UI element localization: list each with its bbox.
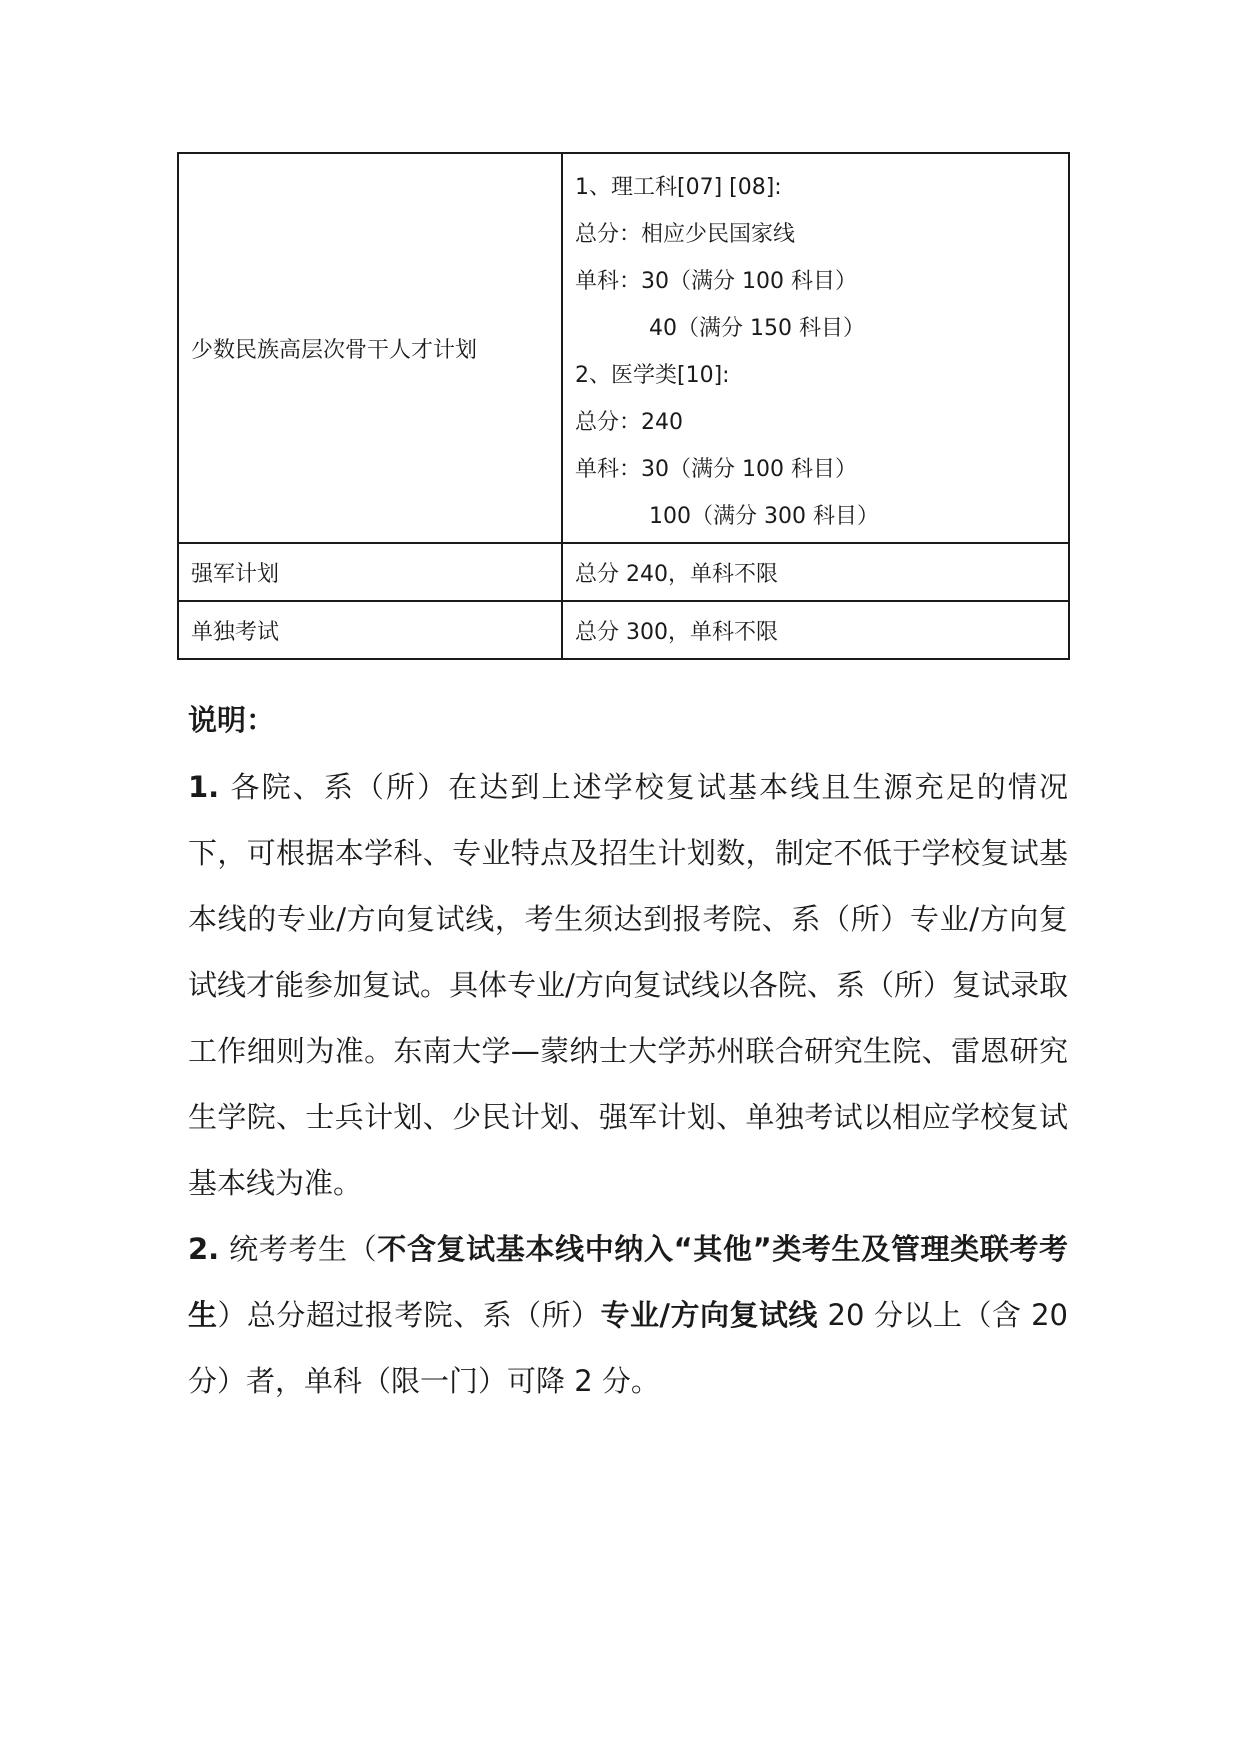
plan-name-cell: 少数民族高层次骨干人才计划 (178, 153, 562, 543)
requirement-line: 40（满分 150 科目） (649, 316, 865, 341)
notes-section (188, 690, 1068, 1414)
note-item-1 (188, 754, 1068, 1216)
note-emphasis: 不含复试基本线中纳入“其他”类考生及管理类联考考生 (188, 1232, 1068, 1332)
plan-name-cell: 单独考试 (178, 601, 562, 659)
requirement-line: 总分：240 (575, 410, 683, 435)
note-text: ）总分超过报考院、系（所） (217, 1298, 601, 1332)
requirement-line: 单科：30（满分 100 科目） (575, 457, 857, 482)
note-number: 1. (188, 770, 220, 804)
requirement-line: 单科：30（满分 100 科目） (575, 269, 857, 294)
plan-requirements-cell (562, 153, 1069, 543)
requirement-line: 100（满分 300 科目） (649, 504, 879, 529)
note-number: 2. (188, 1232, 220, 1266)
plan-requirements-cell: 总分 300，单科不限 (562, 601, 1069, 659)
score-table (177, 152, 1070, 660)
table-row (178, 543, 1069, 601)
note-emphasis: 专业/方向复试线 (600, 1298, 818, 1332)
note-text: 统考考生（ (229, 1232, 378, 1266)
plan-name-cell: 强军计划 (178, 543, 562, 601)
table-row (178, 153, 1069, 543)
requirement-line: 总分：相应少民国家线 (575, 222, 796, 247)
note-text: 各院、系（所）在达到上述学校复试基本线且生源充足的情况下，可根据本学科、专业特点及招生计划数，制定不低于学校复试基本线的专业/方向复试线，考生须达到报考院、系（所）专业/方向复试线才能参加复试。具体专业/方向复试线以各院、系（所）复试录取工作细则为准。东南大学—蒙纳士大学苏州联合研究生院、雷恩研究生学院、士兵计划、少民计划、强军计划、单独考试以相应学校复试基本线为准。 (188, 770, 1069, 1200)
note-text: 20 分以上（含 20 分）者，单科（限一门）可降 2 分。 (188, 1298, 1068, 1398)
requirement-line: 1、理工科[07] [08]: (575, 175, 782, 200)
note-item-2 (188, 1216, 1068, 1414)
table-row (178, 601, 1069, 659)
notes-title: 说明： (188, 703, 276, 737)
plan-requirements-cell: 总分 240，单科不限 (562, 543, 1069, 601)
requirement-line: 2、医学类[10]: (575, 363, 730, 388)
